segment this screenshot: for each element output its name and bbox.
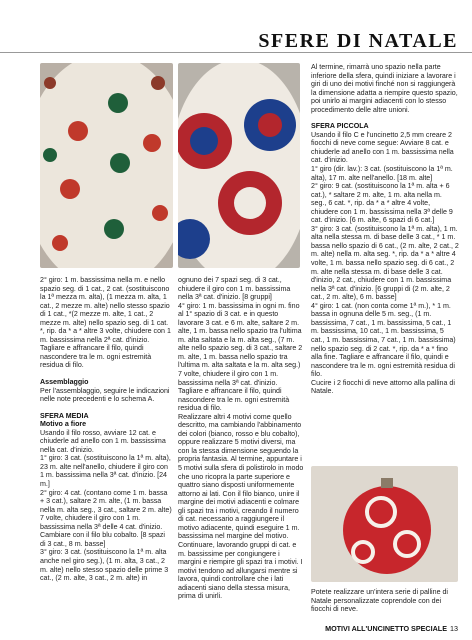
paragraph: Al termine, rimarrà uno spazio nella parte inferiore della sfera, quindi iniziare a lavorare i giri di uno dei motivi finché non si raggiungerà la dimensione adatta a riempire questo spazio, poi unirlo ai margini adiacenti con lo stesso procedimento delle altre unioni. (311, 63, 458, 114)
paragraph: 2° giro: 4 cat. (contano come 1 m. bassa + 3 cat.), saltare 2 m. alte, (1 m. bassa nella m. alta seg., 3 cat., saltare 2 m. alte) 7 volte, chiudere il giro con 1 m. bassissima nella 3ª delle 4 cat. d'inizio. Cambiare con il filo blu cobalto. [8 spazi di 3 cat., 8 m. basse] (40, 488, 172, 548)
paragraph: Usando il filo rosso, avviare 12 cat. e chiuderle ad anello con 1 m. bassissima nella cat. d'inizio. (40, 428, 166, 454)
subheading: Motivo a fiore (40, 420, 87, 429)
paragraph: 2° giro: 9 cat. (sostituiscono la 1ª m. alta + 6 cat.), * saltare 2 m. alte, 1 m. alta nella m. seg., 6 cat. *, rip. da * a * altre 4 volte, chiudere con 1 m. bassissima nella 3ª delle 9 cat. d'inizio. [6 m. alte, 6 spazi di 6 cat.] (311, 182, 453, 225)
paragraph: 3° giro: 3 cat. (sostituiscono la 1ª m. alta), 1 m. alta nella stessa m. di base delle 3 cat., * 1 m. bassa nello spazio di 6 cat., (2 m. alte, 2 cat., 2 m. alte) nella m. alta seg. *, rip. da * a * altre 4 volte, 1 m. bassa nello spazio seg. di 6 cat., 2 m. alte nella stessa m. di base delle 3 cat. d'inizio, 2 cat., chiudere con 1 m. bassissima nella 3ª cat. d'inizio. [6 gruppi di (2 m. alte, 2 cat., 2 m. alte), 6 m. basse] (311, 224, 459, 302)
page-number: 13 (450, 624, 458, 633)
paragraph: 1° giro (dir. lav.): 3 cat. (sostituiscono la 1ª m. alta), 17 m. alte nell'anello. [18 m. alte] (311, 165, 453, 182)
paragraph: 2° giro: 1 m. bassissima nella m. e nello spazio seg. di 1 cat., 2 cat. (sostituiscono la 1ª mezza m. alta), (1 mezza m. alta, 1 cat., 2 mezze m. alte) nello stesso spazio di 1 cat., *(2 mezze m. alte, 1 cat., 2 mezze m. alte) nello spazio seg. di 1 cat. *, rip. da * a * altre 3 volte, chiudere con 1 m. bassissima nella 2ª cat. d'inizio. Tagliare e affrancare il filo, quindi nascondere tra le m. ogni estremità residua di filo. (40, 276, 171, 370)
text-column-2 (178, 276, 304, 601)
section-heading: SFERA PICCOLA (311, 122, 369, 131)
paragraph: Realizzare altri 4 motivi come quello descritto, ma cambiando l'abbinamento dei colori (bianco, rosso e blu cobalto), oppure realizzare 5 motivi diversi, ma con la stessa dimensione seguendo la propria fantasia. Al termine, appuntare i 5 motivi sulla sfera di polistirolo in modo che uno ricopra la parte superiore e quattro siano disposti uniformemente attorno ai lati. Con il filo bianco, unire il margine dei motivi adiacenti e colmare gli spazi tra i motivi, creando il numero di cat. necessario a raggiungere il motivo adiacente, quindi eseguire 1 m. bassissima nel margine del motivo. Continuare, lavorando gruppi di cat. e m. bassissime per congiungere i margini e riempire gli spazi tra i motivi. I motivi tendono ad allungarsi mentre si lavora, quindi controllare che i lati adiacenti siano della stessa misura, prima di unirli. (178, 412, 304, 601)
paragraph: 3° giro: 3 cat. (sostituiscono la 1ª m. alta anche nel giro seg.), (1 m. alta, 3 cat., 2 m. alte) nello stesso spazio delle prime 3 cat., (2 m. alte, 3 cat., 2 m. alte) in (40, 548, 169, 583)
magazine-name: MOTIVI ALL'UNCINETTO SPECIALE (325, 624, 447, 633)
text-column-1 (40, 276, 172, 583)
paragraph: Cucire i 2 fiocchi di neve attorno alla pallina di Natale. (311, 378, 455, 396)
photo-star-ball (40, 63, 173, 268)
text-column-3 (311, 63, 459, 396)
title-divider (0, 52, 472, 53)
paragraph: Usando il filo C e l'uncinetto 2,5 mm creare 2 fiocchi di neve come segue: Avviare 8 cat. e chiuderle ad anello con 1 m. bassissima nella cat. d'inizio. (311, 130, 454, 165)
paragraph: 4° giro: 1 m. bassissima in ogni m. fino al 1° spazio di 3 cat. e in questo lavorare 3 cat. e 6 m. alte, saltare 2 m. alte, 1 m. bassa nello spazio tra l'ultima m. alta saltata e la m. alta seg., (7 m. alte nello spazio seg. di 3 cat., saltare 2 m. alte, 1 m. bassa nello spazio tra l'ultima m. alta saltata e la m. alta seg.) 7 volte, chiudere il giro con 1 m. bassissima nella 3ª cat. d'inizio. Tagliare e affrancare il filo, quindi nascondere tra le m. ogni estremità residua di filo. (178, 301, 303, 413)
section-heading: SFERA MEDIA (40, 411, 89, 420)
photo-snowflake-ball (311, 466, 458, 582)
page-title: SFERE DI NATALE (258, 30, 458, 52)
photo-caption: Potete realizzare un'intera serie di palline di Natale personalizzate coprendole con dei fiocchi di neve. (311, 588, 449, 614)
paragraph: Per l'assemblaggio, seguire le indicazioni nelle note precedenti e lo schema A. (40, 386, 170, 404)
section-heading: Assemblaggio (40, 378, 89, 387)
paragraph: 4° giro: 1 cat. (non conta come 1ª m.), * 1 m. bassa in ognuna delle 5 m. seg., (1 m. bassissima, 7 cat., 1 m. bassissima, 5 cat., 1 m. bassissima, 10 cat., 1 m. bassissima, 5 cat., 1 m. bassissima, 7 cat., 1 m. bassissima) nello spazio seg. di 2 cat. *, rip. da * a * fino alla fine. Tagliare e affrancare il filo, quindi e nascondere tra le m. ogni estremità residua di filo. (311, 301, 456, 379)
paragraph: 1° giro: 3 cat. (sostituiscono la 1ª m. alta), 23 m. alte nell'anello, chiudere il giro con 1 m. bassissima nella 3ª cat. d'inizio. [24 m.] (40, 454, 171, 489)
photo-flower-ball (178, 63, 300, 268)
paragraph: ognuno dei 7 spazi seg. di 3 cat., chiudere il giro con 1 m. bassissima nella 3ª cat. d'inizio. [8 gruppi] (178, 276, 291, 302)
page-footer (325, 624, 458, 633)
